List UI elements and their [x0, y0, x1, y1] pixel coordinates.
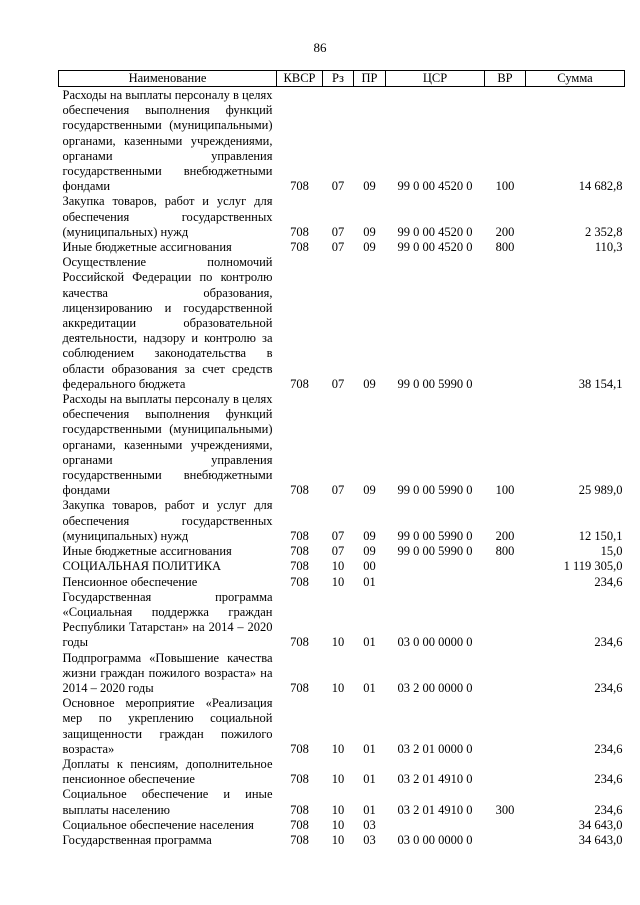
row-name-cell: Социальное обеспечение и иные выплаты населению — [62, 787, 273, 817]
row-csr-cell — [386, 559, 485, 574]
row-csr-cell: 99 0 00 5990 0 — [397, 528, 473, 543]
row-kvsr-cell: 708 — [290, 559, 309, 574]
row-kvsr-cell: 708 — [290, 635, 309, 650]
row-pr-cell: 01 — [363, 741, 376, 756]
row-sum-cell: 2 352,8 — [585, 224, 623, 239]
row-vr-cell: 200 — [495, 224, 515, 239]
row-vr-cell — [485, 590, 526, 651]
row-csr-cell: 99 0 00 5990 0 — [397, 376, 473, 391]
row-vr-cell — [485, 575, 526, 590]
table-row — [59, 575, 625, 590]
row-name-cell: Закупка товаров, работ и услуг для обеспечения государственных (муниципальных) нужд — [62, 194, 273, 239]
row-name-cell: Закупка товаров, работ и услуг для обеспечения государственных (муниципальных) нужд — [62, 498, 273, 543]
column-header-sum: Сумма — [526, 71, 625, 87]
row-rz-cell: 10 — [331, 559, 345, 574]
row-pr-cell: 09 — [363, 240, 376, 255]
row-kvsr-cell: 708 — [290, 802, 309, 817]
table-row — [59, 392, 625, 498]
row-sum-cell: 38 154,1 — [578, 376, 623, 391]
row-rz-cell: 07 — [331, 179, 345, 194]
row-kvsr-cell: 708 — [290, 680, 309, 695]
row-kvsr-cell: 708 — [290, 741, 309, 756]
table-row — [59, 833, 625, 848]
row-sum-cell: 34 643,0 — [578, 832, 623, 847]
column-header-vr: ВР — [485, 71, 526, 87]
row-pr-cell: 09 — [363, 376, 376, 391]
row-kvsr-cell: 708 — [290, 179, 309, 194]
row-rz-cell: 10 — [331, 832, 345, 847]
row-pr-cell: 09 — [363, 528, 376, 543]
row-vr-cell: 800 — [495, 544, 515, 559]
table-row — [59, 87, 625, 195]
row-name-cell: Социальное обеспечение населения — [62, 817, 254, 832]
table-header-row — [59, 71, 625, 87]
row-name-cell: Основное мероприятие «Реализация мер по укреплению социальной защищенности граждан пожилого возраста» — [62, 696, 273, 756]
row-csr-cell: 99 0 00 4520 0 — [397, 179, 473, 194]
row-pr-cell: 09 — [363, 179, 376, 194]
row-rz-cell: 10 — [331, 574, 345, 589]
row-rz-cell: 07 — [331, 544, 345, 559]
table-row — [59, 590, 625, 651]
row-vr-cell — [485, 559, 526, 574]
row-vr-cell — [485, 651, 526, 697]
row-pr-cell: 09 — [363, 544, 376, 559]
row-sum-cell: 234,6 — [594, 741, 623, 756]
column-header-name: Наименование — [59, 71, 277, 87]
row-rz-cell: 07 — [331, 240, 345, 255]
row-sum-cell: 14 682,8 — [578, 179, 623, 194]
column-header-pr: ПР — [354, 71, 386, 87]
row-name-cell: Государственная программа — [62, 832, 212, 847]
row-rz-cell: 10 — [331, 817, 345, 832]
row-pr-cell: 09 — [363, 224, 376, 239]
table-row — [59, 696, 625, 757]
row-sum-cell: 234,6 — [594, 574, 623, 589]
table-row — [59, 498, 625, 544]
column-header-kvsr: КВСР — [277, 71, 323, 87]
row-kvsr-cell: 708 — [290, 376, 309, 391]
table-row — [59, 787, 625, 817]
row-pr-cell: 01 — [363, 574, 376, 589]
row-name-cell: Иные бюджетные ассигнования — [62, 240, 232, 255]
row-vr-cell — [485, 818, 526, 833]
row-vr-cell — [485, 757, 526, 787]
row-vr-cell — [485, 833, 526, 848]
row-rz-cell: 10 — [331, 802, 345, 817]
row-vr-cell: 100 — [495, 179, 515, 194]
row-pr-cell: 00 — [363, 559, 376, 574]
row-pr-cell: 01 — [363, 635, 376, 650]
row-sum-cell: 234,6 — [594, 802, 623, 817]
row-vr-cell — [485, 255, 526, 392]
row-kvsr-cell: 708 — [290, 528, 309, 543]
row-kvsr-cell: 708 — [290, 483, 309, 498]
row-sum-cell: 234,6 — [594, 772, 623, 787]
row-csr-cell — [386, 818, 485, 833]
row-kvsr-cell: 708 — [290, 832, 309, 847]
row-kvsr-cell: 708 — [290, 224, 309, 239]
row-pr-cell: 03 — [363, 832, 376, 847]
row-rz-cell: 10 — [331, 772, 345, 787]
row-csr-cell: 99 0 00 5990 0 — [397, 483, 473, 498]
row-name-cell: Иные бюджетные ассигнования — [62, 544, 232, 559]
row-kvsr-cell: 708 — [290, 817, 309, 832]
row-rz-cell: 10 — [331, 635, 345, 650]
row-pr-cell: 01 — [363, 680, 376, 695]
table-row — [59, 818, 625, 833]
row-name-cell: Пенсионное обеспечение — [62, 574, 198, 589]
row-sum-cell: 15,0 — [600, 544, 623, 559]
row-kvsr-cell: 708 — [290, 544, 309, 559]
table-row — [59, 194, 625, 240]
row-name-cell: Расходы на выплаты персоналу в целях обеспечения выполнения функций государственными (муниципальными) органами, казенными учреждениями, органами управления государственными внебюджетными фондами — [62, 88, 273, 194]
row-rz-cell: 10 — [331, 680, 345, 695]
row-pr-cell: 01 — [363, 772, 376, 787]
row-pr-cell: 09 — [363, 483, 376, 498]
table-row — [59, 544, 625, 559]
table-row — [59, 559, 625, 574]
row-rz-cell: 07 — [331, 528, 345, 543]
row-vr-cell: 300 — [495, 802, 515, 817]
row-sum-cell: 12 150,1 — [578, 528, 623, 543]
row-kvsr-cell: 708 — [290, 240, 309, 255]
row-csr-cell: 03 2 00 0000 0 — [397, 680, 473, 695]
row-rz-cell: 07 — [331, 376, 345, 391]
budget-table — [58, 70, 625, 848]
row-vr-cell — [485, 696, 526, 757]
row-csr-cell: 03 2 01 4910 0 — [397, 772, 473, 787]
column-header-csr: ЦСР — [386, 71, 485, 87]
row-rz-cell: 07 — [331, 224, 345, 239]
row-name-cell: Расходы на выплаты персоналу в целях обеспечения выполнения функций государственными (муниципальными) органами, казенными учреждениями, органами управления государственными внебюджетными фондами — [62, 392, 273, 498]
row-csr-cell: 03 0 00 0000 0 — [397, 635, 473, 650]
row-kvsr-cell: 708 — [290, 574, 309, 589]
row-pr-cell: 03 — [363, 817, 376, 832]
page-number: 86 — [313, 40, 327, 55]
row-pr-cell: 01 — [363, 802, 376, 817]
table-row — [59, 757, 625, 787]
row-name-cell: Подпрограмма «Повышение качества жизни граждан пожилого возраста» на 2014 – 2020 годы — [62, 650, 273, 695]
row-csr-cell: 03 2 01 4910 0 — [397, 802, 473, 817]
table-row — [59, 240, 625, 255]
row-sum-cell: 1 119 305,0 — [563, 559, 623, 574]
row-name-cell: Осуществление полномочий Российской Федерации по контролю качества образования, лицензированию и государственной аккредитации образовательной деятельности, надзору и контролю за соблюдением законодательства в области образования за счет средств федерального бюджета — [62, 255, 273, 391]
row-csr-cell: 99 0 00 5990 0 — [397, 544, 473, 559]
row-name-cell: Доплаты к пенсиям, дополнительное пенсионное обеспечение — [62, 756, 273, 787]
row-csr-cell: 99 0 00 4520 0 — [397, 224, 473, 239]
row-sum-cell: 234,6 — [594, 635, 623, 650]
row-csr-cell: 99 0 00 4520 0 — [397, 240, 473, 255]
row-sum-cell: 25 989,0 — [578, 483, 623, 498]
row-csr-cell: 03 2 01 0000 0 — [397, 741, 473, 756]
table-row — [59, 651, 625, 697]
row-vr-cell: 800 — [495, 240, 515, 255]
row-sum-cell: 234,6 — [594, 680, 623, 695]
row-vr-cell: 200 — [495, 528, 515, 543]
row-csr-cell: 03 0 00 0000 0 — [397, 832, 473, 847]
column-header-rz: Рз — [323, 71, 354, 87]
table-body — [59, 87, 625, 849]
row-rz-cell: 10 — [331, 741, 345, 756]
row-rz-cell: 07 — [331, 483, 345, 498]
row-kvsr-cell: 708 — [290, 772, 309, 787]
row-sum-cell: 110,3 — [594, 240, 623, 255]
table-row — [59, 255, 625, 392]
row-name-cell: Государственная программа «Социальная поддержка граждан Республики Татарстан» на 2014 – 2020 годы — [62, 589, 273, 650]
row-csr-cell — [386, 575, 485, 590]
row-name-cell: СОЦИАЛЬНАЯ ПОЛИТИКА — [62, 559, 222, 574]
row-sum-cell: 34 643,0 — [578, 817, 623, 832]
row-vr-cell: 100 — [495, 483, 515, 498]
